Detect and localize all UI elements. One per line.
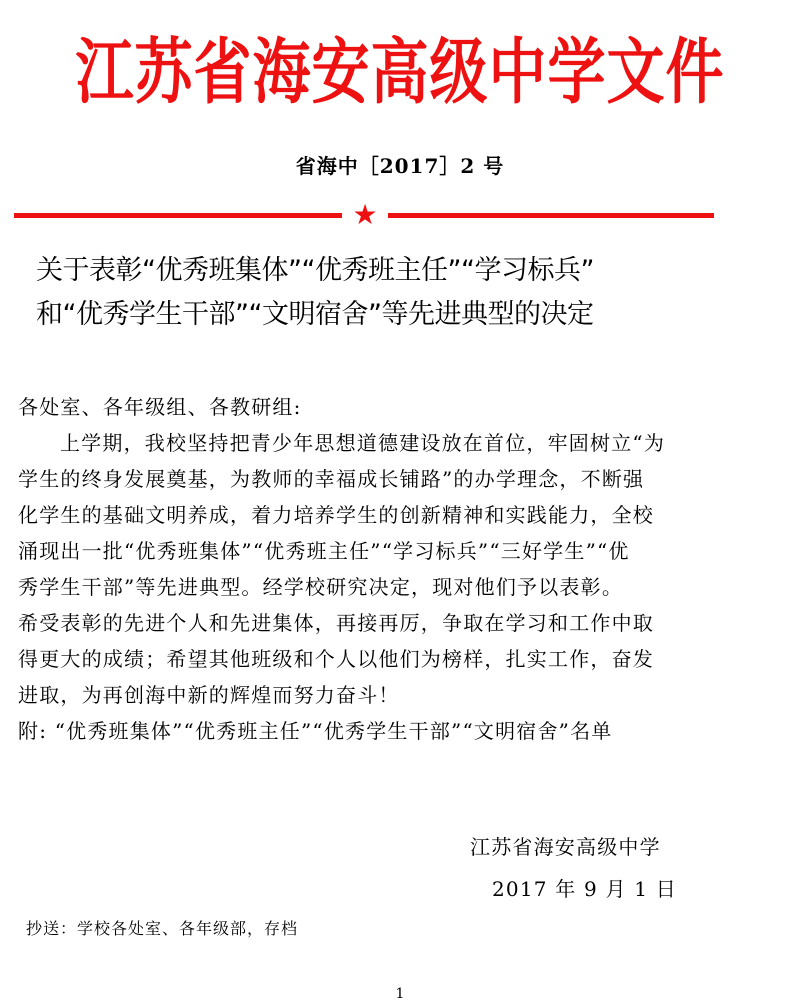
body-line: 上学期，我校坚持把青少年思想道德建设放在首位，牢固树立“为 <box>60 431 666 455</box>
body-line: 秀学生干部”等先进典型。经学校研究决定，现对他们予以表彰。 <box>18 575 624 599</box>
salutation: 各处室、各年级组、各教研组: <box>18 395 302 419</box>
divider-line-right <box>388 213 714 218</box>
body-line: 化学生的基础文明养成，着力培养学生的创新精神和实践能力，全校 <box>18 503 654 527</box>
document-number: 省海中［2017］2 号 <box>295 154 505 178</box>
body-line: 希受表彰的先进个人和先进集体，再接再厉，争取在学习和工作中取 <box>18 611 654 635</box>
red-divider <box>14 198 714 231</box>
header-title: 江苏省海安高级中学文件 <box>75 30 725 114</box>
document-header <box>0 28 800 114</box>
body-line: 学生的终身发展奠基，为教师的幸福成长铺路”的办学理念，不断强 <box>18 467 645 491</box>
body-line: 涌现出一批“优秀班集体”“优秀班主任”“学习标兵”“三好学生”“优 <box>18 539 630 563</box>
page-number: 1 <box>395 986 405 1002</box>
title-line-2: 和“优秀学生干部”“文明宿舍”等先进典型的决定 <box>36 299 594 330</box>
signature-date: 2017 年 9 月 1 日 <box>492 877 677 901</box>
body-line: 进取，为再创海中新的辉煌而努力奋斗！ <box>18 683 400 707</box>
signature-organization: 江苏省海安高级中学 <box>470 835 661 859</box>
divider-line-left <box>14 213 342 218</box>
copy-to-line: 抄送：学校各处室、各年级部，存档 <box>26 919 299 938</box>
star-icon: ★ <box>352 198 378 231</box>
body-line: 得更大的成绩；希望其他班级和个人以他们为榜样，扎实工作，奋发 <box>18 647 654 671</box>
attachment-note: 附: “优秀班集体”“优秀班主任”“优秀学生干部”“文明宿舍”名单 <box>18 719 613 743</box>
title-line-1: 关于表彰“优秀班集体”“优秀班主任”“学习标兵” <box>36 255 594 286</box>
